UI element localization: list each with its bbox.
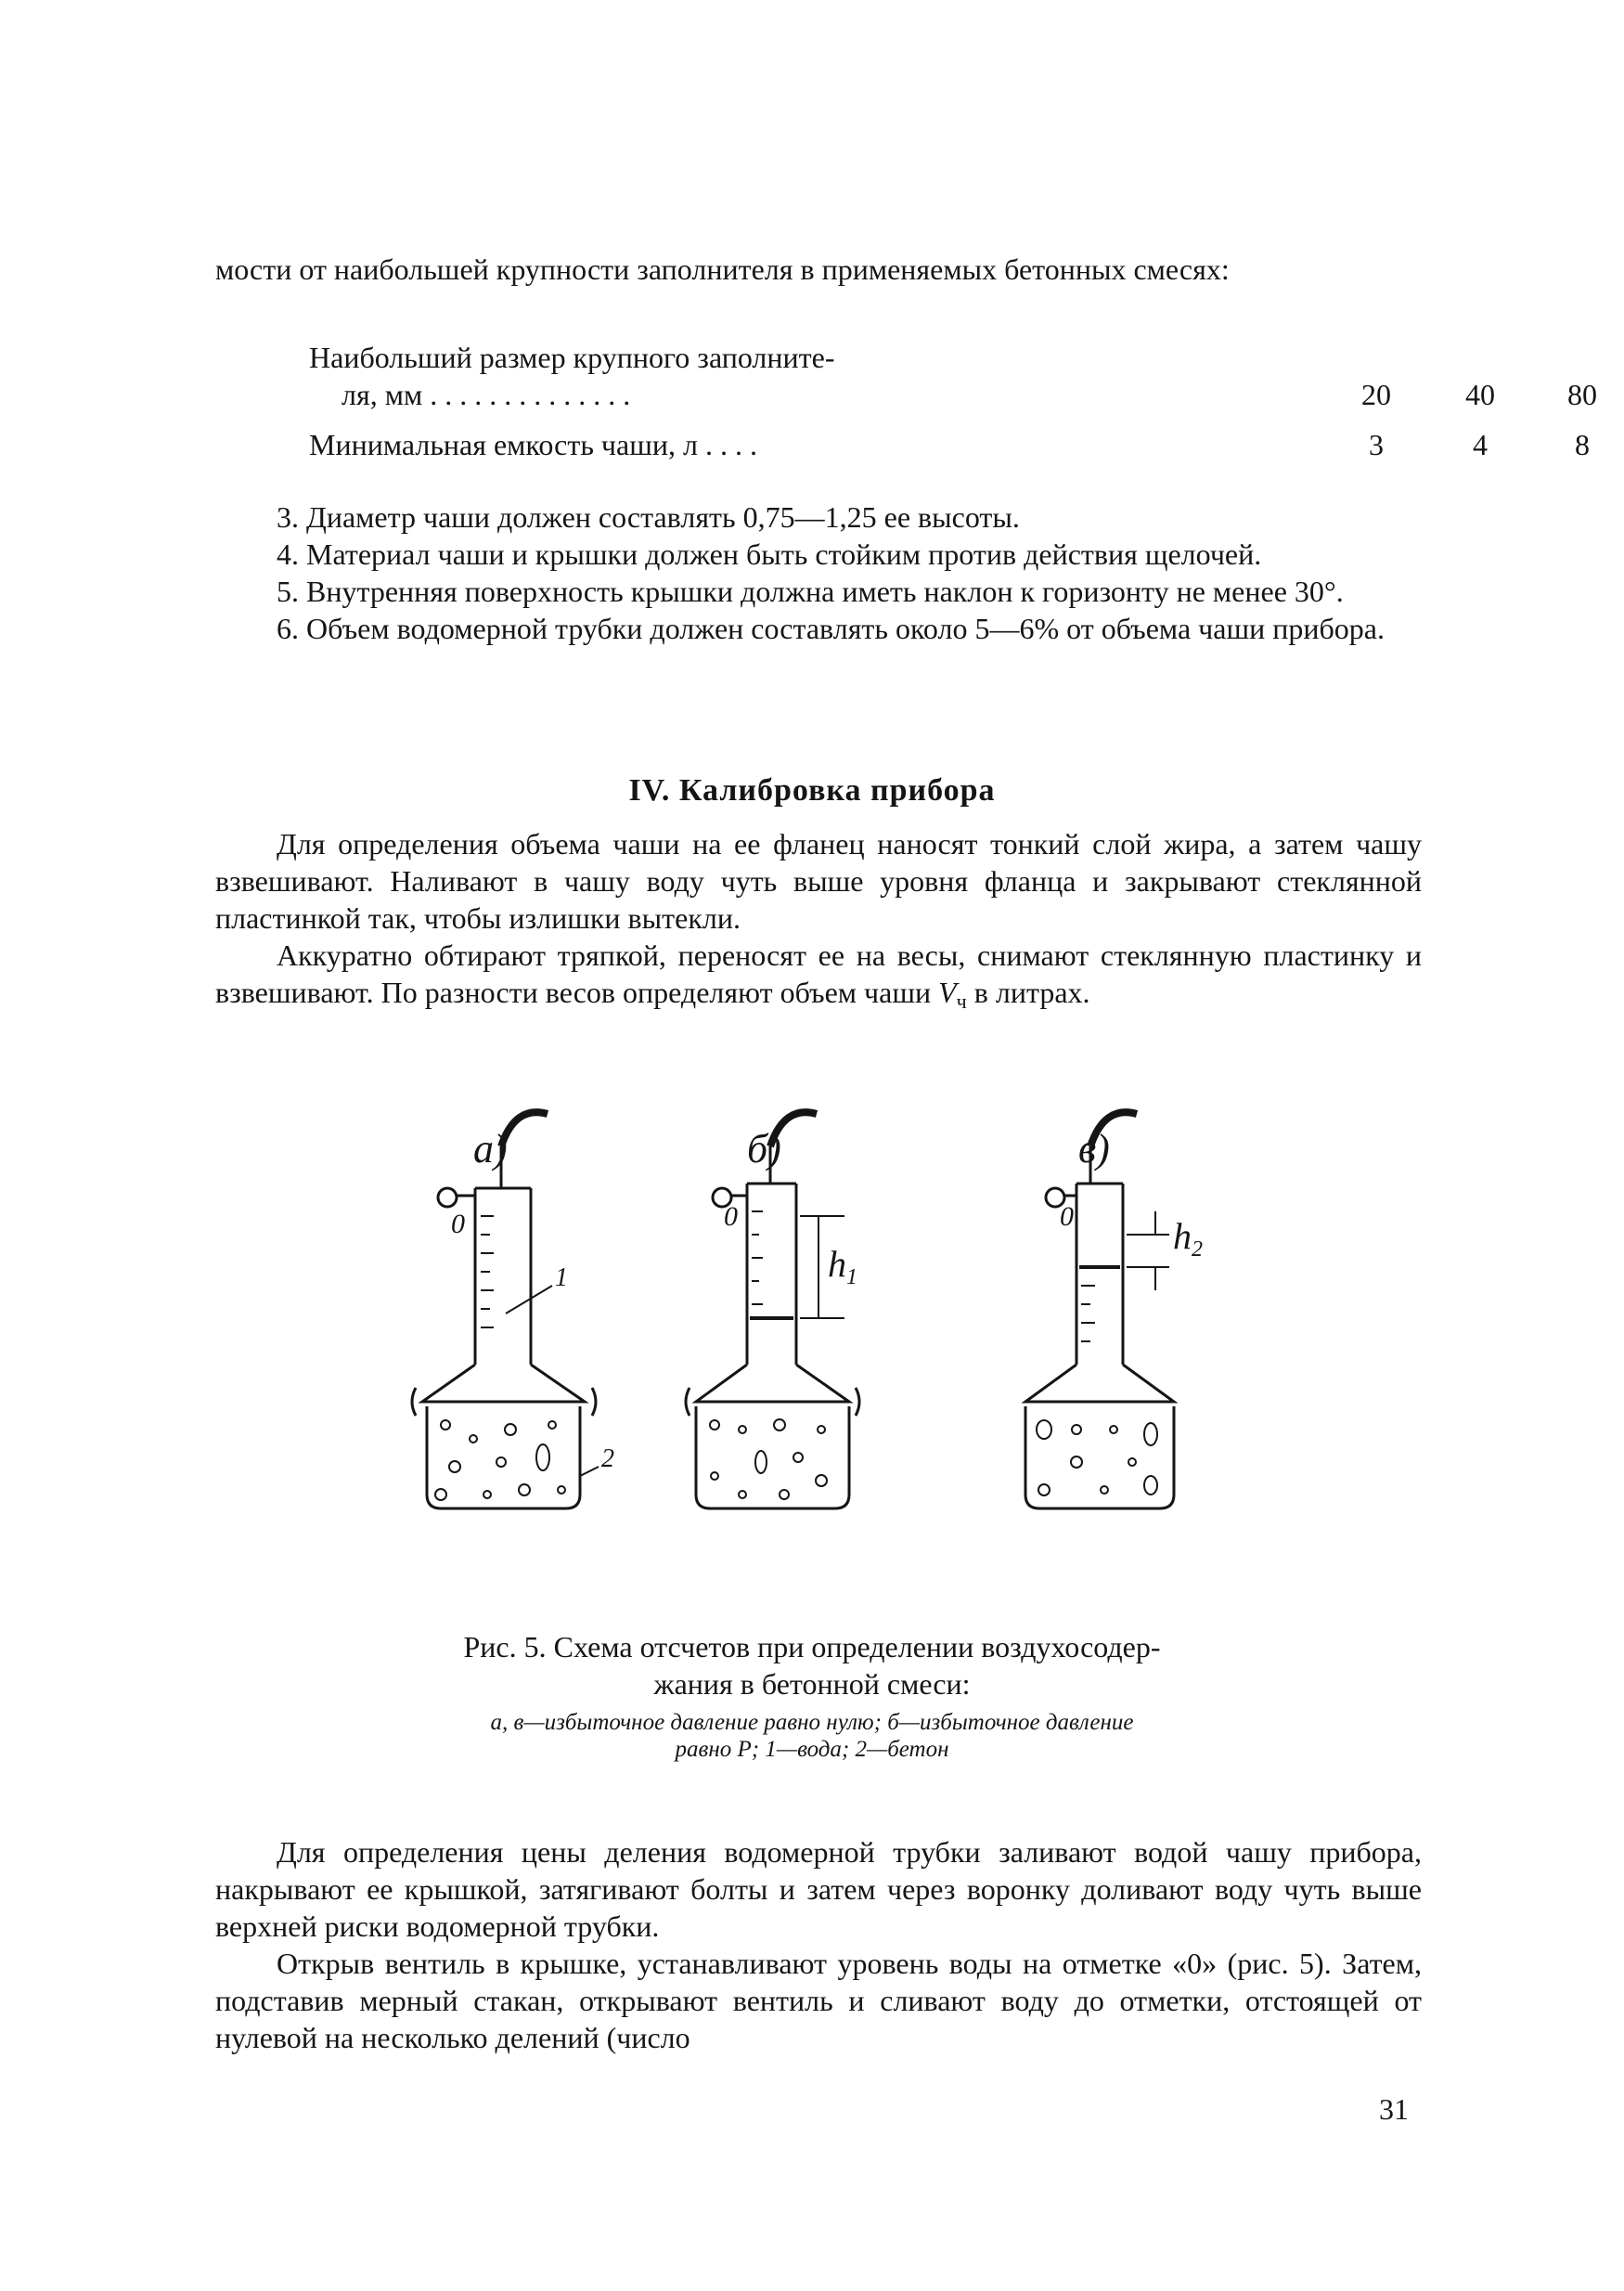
list-item: 5. Внутренняя поверхность крышки должна иметь наклон к горизонту не менее 30°. — [277, 575, 1344, 608]
paragraph: Для определения цены деления водомерной трубки заливают водой чашу прибора, накрывают ее крышкой, затягивают болты и затем через воронку доливают воду чуть выше верхней риски водомерной трубки. — [215, 1835, 1422, 1943]
page-number: 31 — [1379, 2092, 1409, 2126]
callout-concrete: 2 — [601, 1444, 614, 1473]
panel-label-a: а) — [473, 1126, 508, 1171]
variable-v: V — [938, 976, 957, 1009]
table-cell: 40 — [1465, 378, 1495, 411]
table-cell: 3 — [1369, 428, 1384, 461]
table-cell: 8 — [1575, 428, 1590, 461]
zero-mark-b: 0 — [724, 1201, 738, 1232]
callout-water: 1 — [555, 1263, 568, 1292]
requirements-list — [215, 498, 1422, 647]
caption-legend-line: а, в—избыточное давление равно нулю; б—избыточное давление — [490, 1710, 1134, 1735]
apparatus-v — [1025, 1112, 1174, 1508]
caption-line: Рис. 5. Схема отсчетов при определении воздухосодер- — [463, 1630, 1161, 1663]
caption-line: жания в бетонной смеси: — [653, 1667, 971, 1701]
table-cell: 4 — [1473, 428, 1488, 461]
table-label: Наибольший размер крупного заполните- — [309, 341, 835, 374]
table-row-aggregate-size-line1 — [309, 339, 1293, 376]
apparatus-b — [686, 1112, 859, 1508]
calibration-section — [215, 825, 1422, 1020]
h2-label: $h_2$ — [1173, 1215, 1203, 1262]
figure-caption-legend — [0, 1709, 1624, 1763]
h1-label: $h_1$ — [828, 1243, 857, 1289]
caption-legend-line: равно Р; 1—вода; 2—бетон — [675, 1737, 949, 1762]
figure-caption — [0, 1628, 1624, 1702]
apparatus-a — [412, 1112, 599, 1508]
section-heading: IV. Калибровка прибора — [628, 773, 996, 808]
table-row-min-capacity — [309, 426, 1590, 463]
zero-mark-v: 0 — [1060, 1201, 1074, 1232]
variable-subscript: ч — [956, 990, 967, 1013]
table-label: Минимальная емкость чаши, л . . . . — [309, 428, 757, 461]
list-item: 4. Материал чаши и крышки должен быть стойким против действия щелочей. — [277, 537, 1262, 571]
figure-5-diagram — [371, 1095, 1262, 1615]
list-item: 6. Объем водомерной трубки должен составлять около 5—6% от объема чаши прибора. — [277, 612, 1385, 645]
aggregate-capacity-table — [309, 339, 1597, 463]
paragraph-text-end: в литрах. — [966, 976, 1090, 1009]
table-label: ля, мм . . . . . . . . . . . . . . — [342, 378, 631, 411]
table-cell: 80 — [1567, 378, 1597, 411]
paragraph — [215, 937, 1422, 1020]
zero-mark-a: 0 — [451, 1209, 465, 1239]
final-section — [215, 1833, 1422, 2056]
paragraph: Для определения объема чаши на ее фланец наносят тонкий слой жира, а затем чашу взвешивают. Наливают в чашу воду чуть выше уровня фланца и закрывают стеклянной пластинкой так, чтобы излишки вытекли. — [215, 827, 1422, 935]
table-row-aggregate-size — [309, 376, 1597, 413]
intro-paragraph — [215, 251, 1422, 288]
paragraph-text: Аккуратно обтирают тряпкой, переносят ее на весы, снимают стеклянную пластинку и взвешивают. По разности весов определяют объем чаши — [215, 938, 1422, 1009]
panel-label-b: б) — [747, 1126, 781, 1171]
panel-label-v: в) — [1078, 1126, 1110, 1171]
table-cell: 20 — [1361, 378, 1391, 411]
list-item: 3. Диаметр чаши должен составлять 0,75—1,25 ее высоты. — [277, 500, 1020, 534]
paragraph: Открыв вентиль в крышке, устанавливают уровень воды на отметке «0» (рис. 5). Затем, подставив мерный стакан, открывают вентиль и сливают воду до отметки, отстоящей от нулевой на несколько делений (число — [215, 1947, 1422, 2054]
intro-text: мости от наибольшей крупности заполнителя в применяемых бетонных смесях: — [215, 252, 1230, 286]
